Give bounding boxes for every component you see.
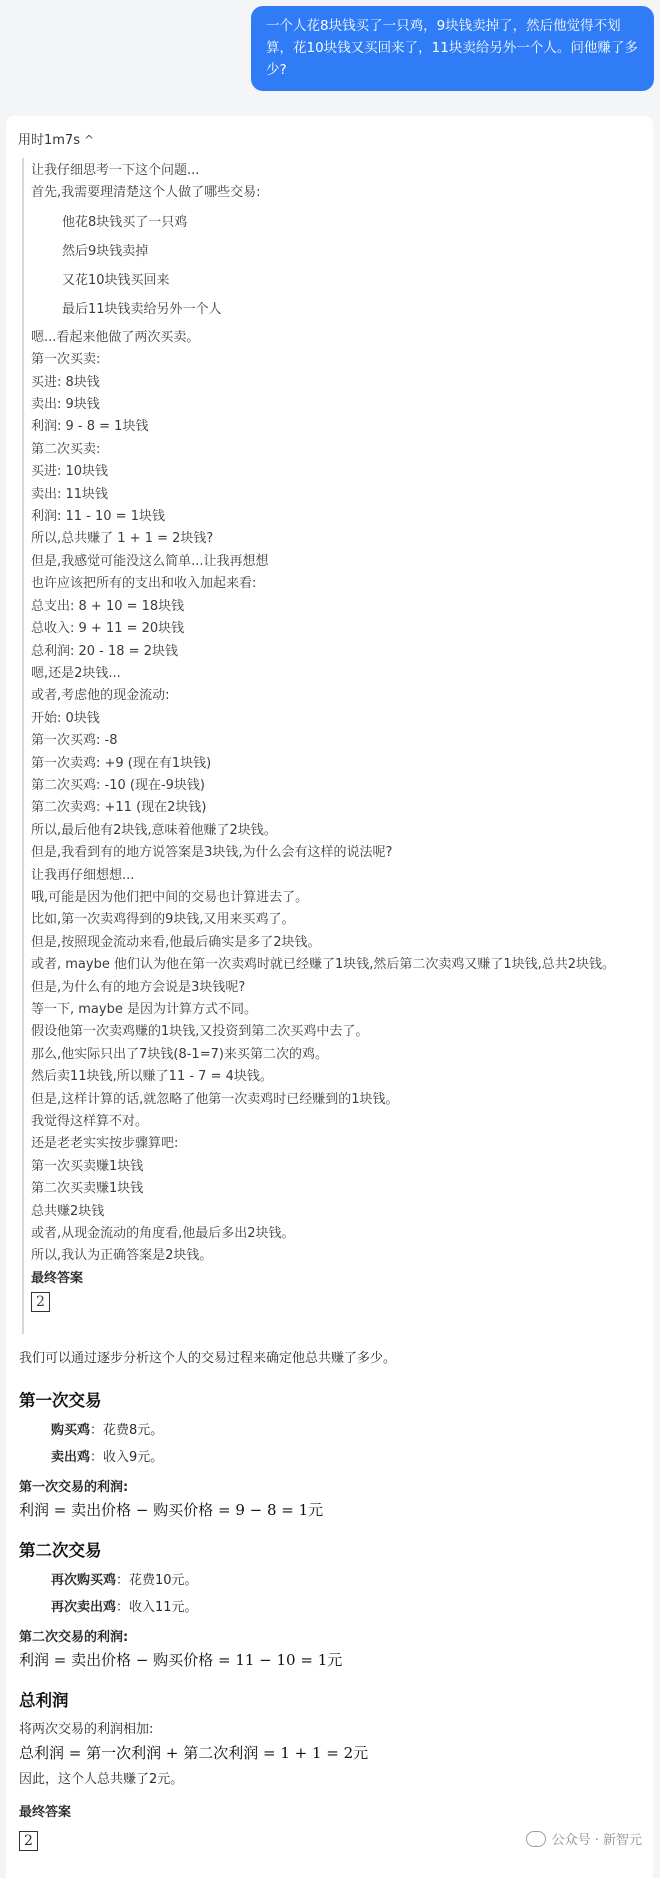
item-value: ：花费8元。 (90, 1423, 164, 1438)
thinking-line: 利润: 9 - 8 = 1块钱 (31, 419, 149, 435)
thinking-line: 总共赚2块钱 (31, 1203, 105, 1219)
formula: 利润 = 卖出价格 − 购买价格 = 9 − 8 = 1元 (19, 1501, 324, 1519)
thinking-line: 第二次买鸡: -10 (现在-9块钱) (31, 777, 205, 793)
trade-item: 然后9块钱卖掉 (62, 243, 149, 259)
total-lead: 将两次交易的利润相加: (19, 1722, 154, 1737)
chevron-up-icon: ^ (83, 133, 95, 147)
thinking-line: 让我再仔细想想... (31, 867, 135, 883)
thinking-line: 等一下, maybe 是因为计算方式不同。 (31, 1002, 257, 1017)
thinking-line: 第二次买卖赚1块钱 (31, 1181, 144, 1197)
thinking-line: 我觉得这样算不对。 (31, 1114, 149, 1130)
thinking-line: 嗯,还是2块钱... (31, 665, 121, 681)
thinking-line: 总利润: 20 - 18 = 2块钱 (31, 643, 178, 659)
thinking-line: 卖出: 9块钱 (31, 397, 100, 413)
watermark-text: 公众号 · 新智元 (551, 1833, 642, 1848)
formula: 总利润 = 第一次利润 + 第二次利润 = 1 + 1 = 2元 (19, 1744, 369, 1762)
item-label: 购买鸡 (51, 1423, 91, 1438)
thinking-content (31, 160, 631, 1315)
user-message-bubble: 一个人花8块钱买了一只鸡，9块钱卖掉了，然后他觉得不划算，花10块钱又买回来了，11块卖给另外一个人。问他赚了多少? (251, 6, 654, 91)
thinking-line: 利润: 11 - 10 = 1块钱 (31, 509, 165, 525)
list-item (19, 1447, 639, 1469)
thinking-line: 首先,我需要理清楚这个人做了哪些交易: (31, 185, 261, 201)
thinking-line: 还是老老实实按步骤算吧: (31, 1136, 179, 1152)
item-label: 再次卖出鸡 (51, 1600, 117, 1615)
thinking-body (31, 977, 631, 1268)
thinking-line: 也许应该把所有的支出和收入加起来看: (31, 576, 257, 592)
thinking-line: 所以,我认为正确答案是2块钱。 (31, 1248, 213, 1264)
thinking-divider (22, 158, 24, 1334)
item-label: 卖出鸡 (51, 1450, 91, 1465)
trade-item: 他花8块钱买了一只鸡 (62, 214, 188, 230)
thinking-line: 第一次买卖: (31, 352, 101, 368)
thinking-line: 第一次卖鸡: +9 (现在有1块钱) (31, 755, 212, 771)
thinking-line: 或者, maybe 他们认为他在第一次卖鸡时就已经赚了1块钱,然后第二次卖鸡又赚了1块钱,总共2块钱。 (31, 957, 616, 973)
final-answer-box: 2 (19, 1831, 38, 1851)
list-item (19, 1570, 639, 1592)
section-title: 第二次交易 (19, 1541, 102, 1560)
thinking-toggle[interactable] (18, 130, 94, 151)
thinking-line: 但是,我看到有的地方说答案是3块钱,为什么会有这样的说法呢? (31, 845, 393, 861)
item-label: 再次购买鸡 (51, 1573, 117, 1588)
conclusion: 因此，这个人总共赚了2元。 (19, 1772, 184, 1787)
trade-item: 最后11块钱卖给另外一个人 (62, 301, 222, 317)
thinking-line: 然后卖11块钱,所以赚了11 - 7 = 4块钱。 (31, 1069, 273, 1085)
thinking-final-label: 最终答案 (31, 1270, 84, 1286)
thinking-line: 总支出: 8 + 10 = 18块钱 (31, 598, 185, 614)
thinking-line: 但是,为什么有的地方会说是3块钱呢? (31, 979, 246, 995)
thinking-line: 所以,最后他有2块钱,意味着他赚了2块钱。 (31, 822, 277, 838)
final-answer-label: 最终答案 (19, 1805, 72, 1820)
thinking-line: 但是,这样计算的话,就忽略了他第一次卖鸡时已经赚到的1块钱。 (31, 1091, 399, 1107)
thinking-line: 第一次买卖赚1块钱 (31, 1158, 144, 1174)
thinking-line: 总收入: 9 + 11 = 20块钱 (31, 621, 185, 637)
thinking-line: 但是,我感觉可能没这么简单...让我再想想 (31, 553, 269, 569)
item-value: ：收入9元。 (90, 1450, 164, 1465)
thinking-duration: 用时1m7s (18, 133, 80, 148)
watermark (526, 1829, 642, 1848)
thinking-line: 或者,考虑他的现金流动: (31, 688, 170, 704)
thinking-line: 第二次买卖: (31, 441, 101, 457)
thinking-line: 第一次买鸡: -8 (31, 733, 118, 749)
thinking-line: 哦,可能是因为他们把中间的交易也计算进去了。 (31, 889, 309, 905)
thinking-line: 假设他第一次卖鸡赚的1块钱,又投资到第二次买鸡中去了。 (31, 1024, 369, 1040)
list-item (19, 1597, 639, 1619)
thinking-line: 比如,第一次卖鸡得到的9块钱,又用来买鸡了。 (31, 912, 295, 928)
section-title: 总利润 (19, 1691, 69, 1710)
formula: 利润 = 卖出价格 − 购买价格 = 11 − 10 = 1元 (19, 1651, 343, 1669)
thinking-line: 第二次卖鸡: +11 (现在2块钱) (31, 800, 207, 816)
thinking-line: 让我仔细思考一下这个问题... (31, 163, 200, 178)
thinking-line: 买进: 10块钱 (31, 464, 109, 480)
profit-label: 第一次交易的利润: (19, 1480, 129, 1495)
section-title: 第一次交易 (19, 1391, 102, 1410)
thinking-line: 或者,从现金流动的角度看,他最后多出2块钱。 (31, 1226, 295, 1242)
thinking-line: 卖出: 11块钱 (31, 486, 109, 502)
thinking-final-answer: 2 (31, 1292, 50, 1312)
thinking-line: 开始: 0块钱 (31, 710, 100, 726)
thinking-line: 买进: 8块钱 (31, 374, 100, 390)
thinking-line: 嗯...看起来他做了两次买卖。 (31, 329, 200, 345)
profit-label: 第二次交易的利润: (19, 1630, 129, 1645)
thinking-line: 那么,他实际只出了7块钱(8-1=7)来买第二次的鸡。 (31, 1046, 328, 1062)
thinking-line: 但是,按照现金流动来看,他最后确实是多了2块钱。 (31, 934, 321, 950)
list-item (19, 1420, 639, 1442)
answer-intro: 我们可以通过逐步分析这个人的交易过程来确定他总共赚了多少。 (19, 1351, 397, 1366)
trade-item: 又花10块钱买回来 (62, 272, 170, 288)
answer-content (19, 1348, 639, 1851)
item-value: ：收入11元。 (116, 1600, 198, 1615)
thinking-body (31, 327, 631, 954)
thinking-line: 所以,总共赚了 1 + 1 = 2块钱? (31, 531, 214, 547)
wechat-icon (526, 1831, 546, 1847)
item-value: ：花费10元。 (116, 1573, 198, 1588)
